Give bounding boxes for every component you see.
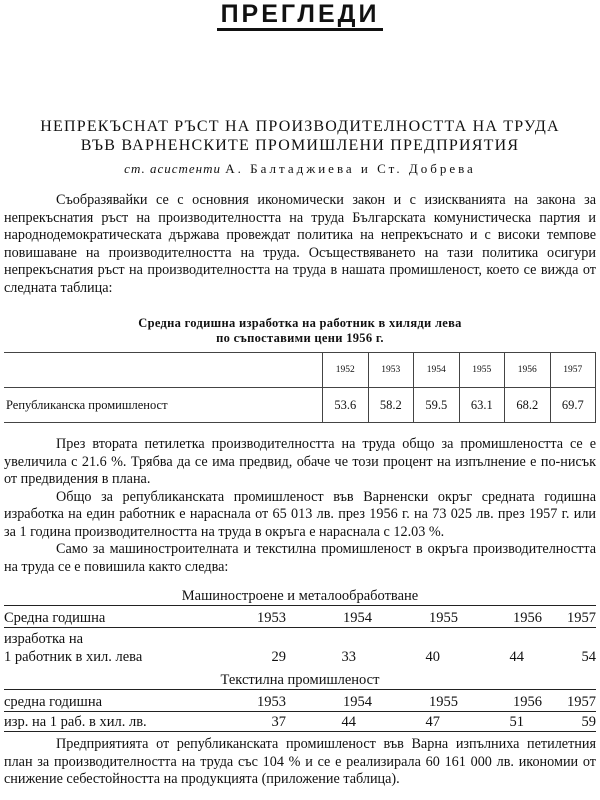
table3-label-line-1: средна годишна bbox=[4, 694, 103, 710]
table3-values-row bbox=[4, 713, 596, 731]
table2-label-line-2: изработка на bbox=[4, 631, 84, 647]
table3-year: 1954 bbox=[343, 694, 372, 710]
section-header-text: ПРЕГЛЕДИ bbox=[217, 0, 384, 31]
table-header-row bbox=[4, 353, 596, 388]
table3-bottom-rule bbox=[4, 731, 596, 732]
body-paragraphs bbox=[4, 436, 596, 576]
table1-caption-line-2: по съпоставими цени 1956 г. bbox=[216, 331, 384, 345]
table3-cell: 47 bbox=[425, 714, 440, 730]
table2-label-row bbox=[4, 630, 596, 648]
table-row-label: Републиканска промишленост bbox=[4, 388, 323, 423]
table2-cell: 40 bbox=[425, 649, 440, 665]
productivity-table bbox=[4, 352, 596, 423]
article-title-line-2: ВЪВ ВАРНЕНСКИТЕ ПРОМИШЛЕНИ ПРЕДПРИЯТИЯ bbox=[80, 137, 520, 154]
table-cell: 68.2 bbox=[505, 388, 551, 423]
table2-values-row bbox=[4, 648, 596, 666]
table3-year: 1953 bbox=[257, 694, 286, 710]
closing-paragraph bbox=[4, 736, 596, 789]
table3-title: Текстилна промишленост bbox=[220, 672, 380, 688]
paragraph-machine-textile: Само за машиностроителната и текстилна промишленост в окръга производителността на труда се е повишила както следва: bbox=[4, 541, 596, 575]
table2-year: 1954 bbox=[343, 610, 372, 626]
intro-paragraph-text: Съобразявайки се с основния икономически закон и с изискванията на закона за непрекъснатия ръст на производителността на труда Българската комунистическа партия и народнодемократическата държава провеждат политика на непрекъснато и с високи темпове повишаване на производителността на труда. Осъществяването на тази политика осигури непрекъснатия ръст на производителността на труда в нашата промишленост, което се вижда от следната таблица: bbox=[4, 192, 596, 296]
table2-title: Машиностроене и металообработване bbox=[181, 588, 419, 604]
section-header bbox=[0, 0, 600, 28]
table-cell: 59.5 bbox=[414, 388, 460, 423]
article-authors bbox=[0, 161, 600, 177]
table-year-1954: 1954 bbox=[414, 353, 460, 388]
table-year-1953: 1953 bbox=[368, 353, 414, 388]
table2-top-rule bbox=[4, 605, 596, 606]
table3-label-line-2: изр. на 1 раб. в хил. лв. bbox=[4, 714, 147, 730]
table3-cell: 44 bbox=[341, 714, 356, 730]
table-cell: 69.7 bbox=[550, 388, 596, 423]
paragraph-second-five-year-plan: През втората петилетка производителността на труда общо за промишлеността се е увеличила с 21.6 %. Трябва да се има предвид, обаче че този процент на изпълнение е по-нисък от предвидения в плана. bbox=[4, 436, 596, 487]
table-cell: 53.6 bbox=[323, 388, 369, 423]
table3-year: 1955 bbox=[429, 694, 458, 710]
table3-header-row bbox=[4, 693, 596, 711]
table2-label-line-3: 1 работник в хил. лева bbox=[4, 649, 143, 665]
table3-year: 1957 bbox=[567, 694, 596, 710]
table2-header-rule bbox=[4, 627, 596, 628]
table1-caption-line-1: Средна годишна изработка на работник в хиляди лева bbox=[138, 316, 462, 330]
table3-year: 1956 bbox=[513, 694, 542, 710]
table3-header-rule bbox=[4, 711, 596, 712]
table2-cell: 33 bbox=[341, 649, 356, 665]
table-year-1957: 1957 bbox=[550, 353, 596, 388]
table-header-empty bbox=[4, 353, 323, 388]
table2-header-row bbox=[4, 609, 596, 627]
table2-cell: 54 bbox=[581, 649, 596, 665]
table2-cell: 29 bbox=[271, 649, 286, 665]
table2-year: 1953 bbox=[257, 610, 286, 626]
table3-cell: 59 bbox=[581, 714, 596, 730]
table2-year: 1955 bbox=[429, 610, 458, 626]
table-cell: 58.2 bbox=[368, 388, 414, 423]
table-year-1955: 1955 bbox=[459, 353, 505, 388]
authors-names: А. Балтаджиева и Ст. Добрева bbox=[225, 161, 476, 176]
table3-top-rule bbox=[4, 689, 596, 690]
table-year-1956: 1956 bbox=[505, 353, 551, 388]
authors-prefix: ст. асистенти bbox=[124, 161, 222, 176]
table2-label-line-1: Средна годишна bbox=[4, 610, 106, 626]
intro-paragraph bbox=[4, 192, 596, 297]
table2-year: 1956 bbox=[513, 610, 542, 626]
table2-cell: 44 bbox=[509, 649, 524, 665]
paragraph-varna-district: Общо за републиканската промишленост във Варненски окръг средната годишна изработка на един работник е нараснала от 65 013 лв. през 1956 г. на 73 025 лв. през 1957 г. или за 1 година производителността на труда в окръга е нараснала с 12.03 %. bbox=[4, 488, 596, 540]
closing-paragraph-text: Предприятията от републиканската промишленост във Варна изпълниха петилетния план за производителността на труда със 104 % и се е реализирала 60 161 000 лв. икономии от снижение себестойността на продукцията (приложение таблица). bbox=[4, 736, 596, 787]
table-year-1952: 1952 bbox=[323, 353, 369, 388]
article-title-line-1: НЕПРЕКЪСНАТ РЪСТ НА ПРОИЗВОДИТЕЛНОСТТА НА ТРУДА bbox=[40, 118, 560, 135]
table-row bbox=[4, 388, 596, 423]
table3-cell: 37 bbox=[271, 714, 286, 730]
table3-cell: 51 bbox=[509, 714, 524, 730]
table-cell: 63.1 bbox=[459, 388, 505, 423]
table2-year: 1957 bbox=[567, 610, 596, 626]
